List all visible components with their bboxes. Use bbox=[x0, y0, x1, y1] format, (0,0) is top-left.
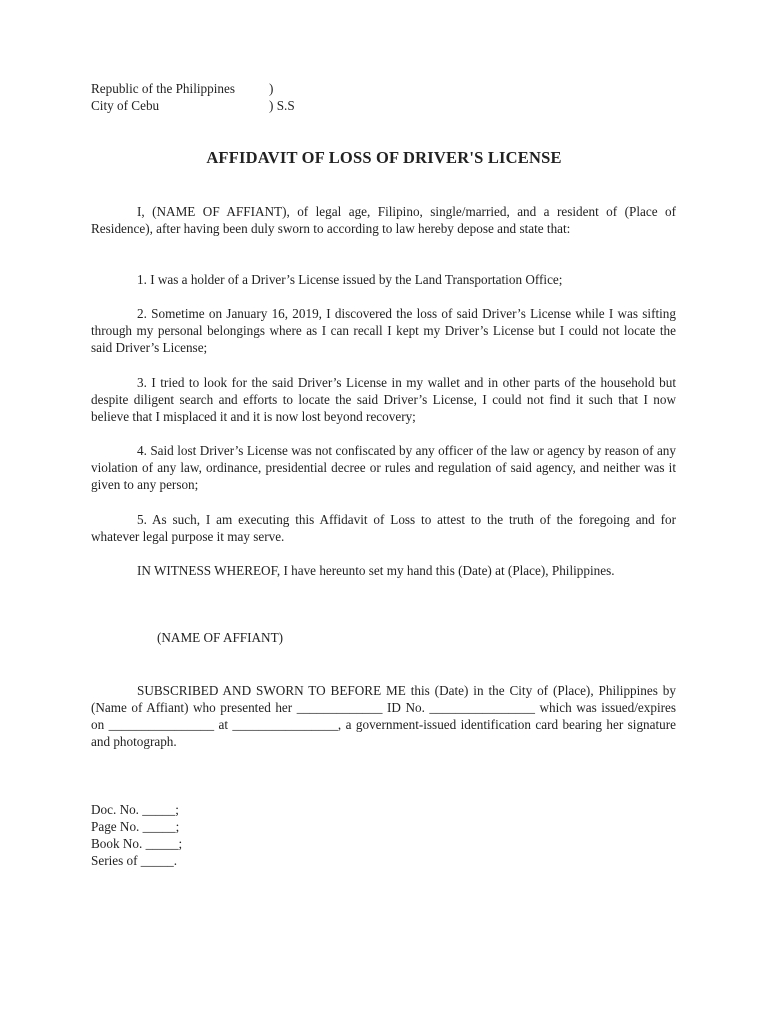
statement-item-2: 2. Sometime on January 16, 2019, I discovered the loss of said Driver’s License while I was sifting through my personal belongings where as I can recall I kept my Driver’s License but I could not locate the said Driver’s License; bbox=[91, 306, 676, 355]
witness-paragraph: IN WITNESS WHEREOF, I have hereunto set my hand this (Date) at (Place), Philippines. bbox=[137, 563, 615, 578]
venue-line-city bbox=[91, 97, 295, 114]
statement-item-1: 1. I was a holder of a Driver’s License issued by the Land Transportation Office; bbox=[137, 272, 563, 287]
series-line: Series of _____. bbox=[91, 853, 178, 868]
document-title: AFFIDAVIT OF LOSS OF DRIVER'S LICENSE bbox=[206, 148, 562, 167]
venue-city-label: City of Cebu bbox=[91, 98, 160, 113]
venue-city-ss: ) S.S bbox=[269, 98, 295, 113]
statement-item-4: 4. Said lost Driver’s License was not confiscated by any officer of the law or agency by reason of any violation of any law, ordinance, presidential decree or rules and regulation of said agency, and neither was it given to any person; bbox=[91, 443, 676, 492]
notarial-register bbox=[91, 801, 182, 869]
affiant-signature-name: (NAME OF AFFIANT) bbox=[157, 630, 284, 645]
intro-paragraph: I, (NAME OF AFFIANT), of legal age, Filipino, single/married, and a resident of (Place of Residence), after having been duly sworn to according to law hereby depose and state that: bbox=[91, 204, 676, 236]
jurat-paragraph: SUBSCRIBED AND SWORN TO BEFORE ME this (Date) in the City of (Place), Philippines by (Name of Affiant) who presented her _____________ ID No. ________________ which was issued/expires on ________________ at ________________, a government-issued identification card bearing her signature and photograph. bbox=[91, 683, 676, 749]
statement-item-5: 5. As such, I am executing this Affidavit of Loss to attest to the truth of the foregoing and for whatever legal purpose it may serve. bbox=[91, 512, 676, 544]
venue-line-country bbox=[91, 80, 295, 97]
doc-no-line: Doc. No. _____; bbox=[91, 802, 179, 817]
venue-block bbox=[91, 80, 295, 114]
book-no-line: Book No. _____; bbox=[91, 836, 183, 851]
venue-country-label: Republic of the Philippines bbox=[91, 81, 235, 96]
page-no-line: Page No. _____; bbox=[91, 819, 180, 834]
statement-item-3: 3. I tried to look for the said Driver’s License in my wallet and in other parts of the household but despite diligent search and efforts to locate the said Driver’s License, I could not find it such that I now believe that I misplaced it and it is now lost beyond recovery; bbox=[91, 375, 676, 424]
venue-country-bracket: ) bbox=[269, 81, 274, 96]
